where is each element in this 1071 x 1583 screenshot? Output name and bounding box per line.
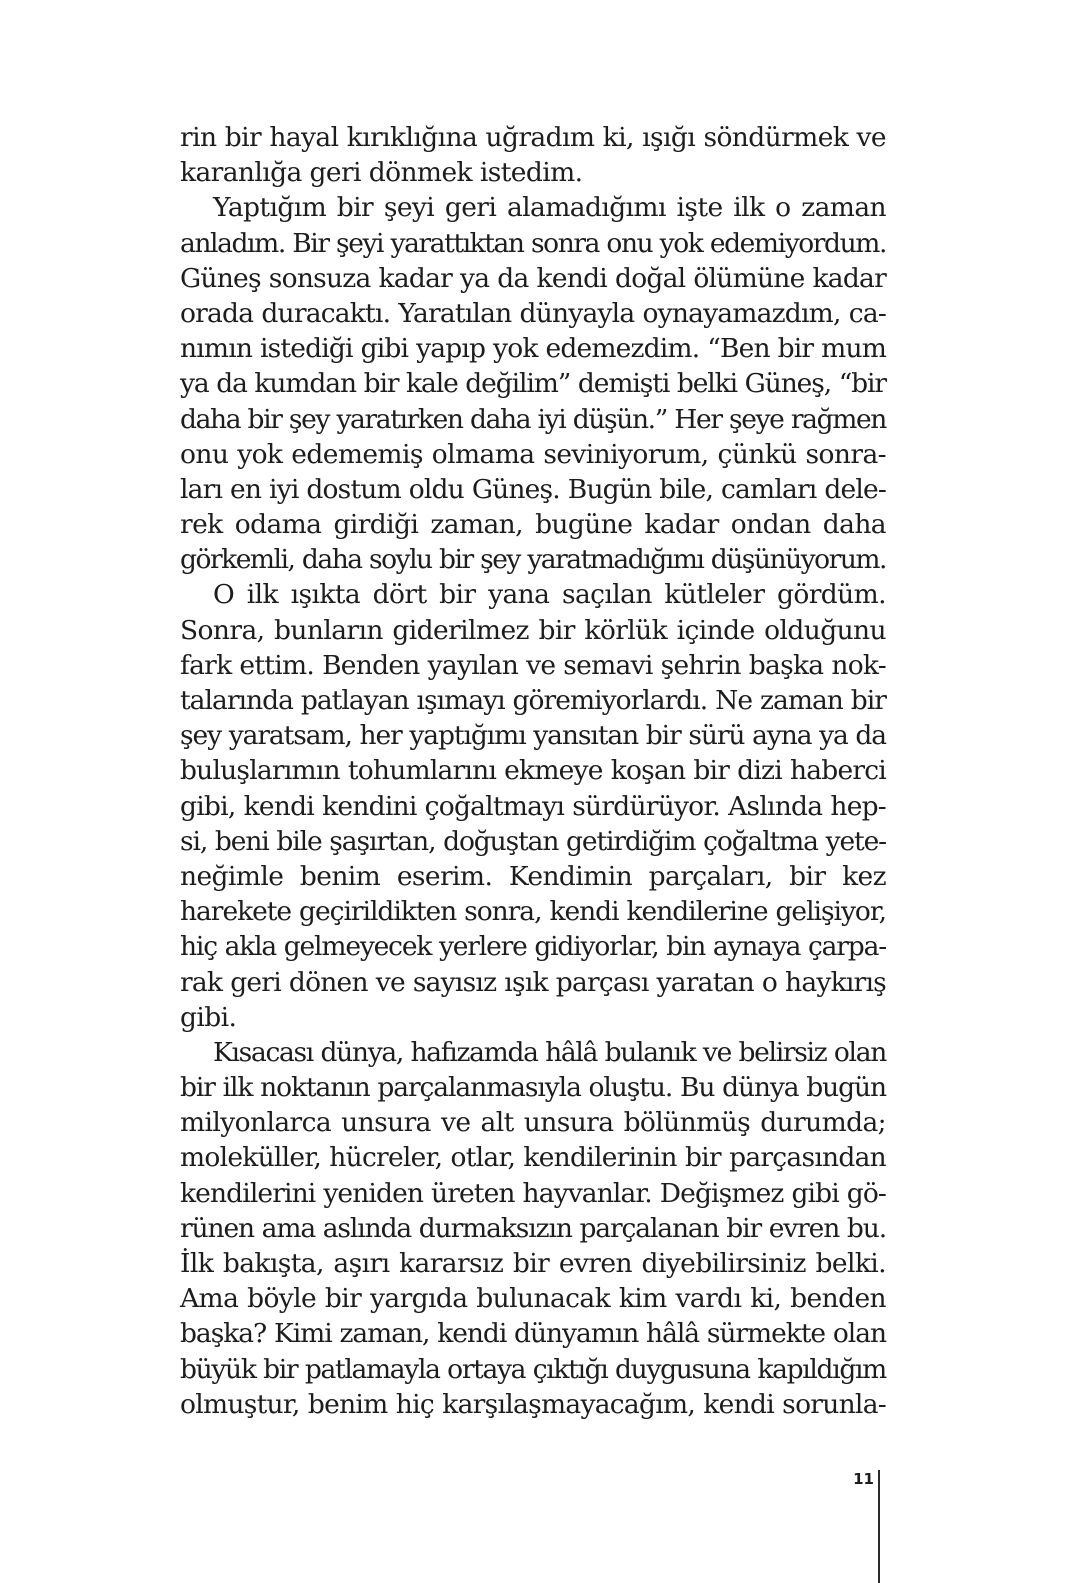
text-line: orada duracaktı. Yaratılan dünyayla oynayamazdım, ca-	[180, 297, 886, 329]
text-line: bir ilk noktanın parçalanmasıyla oluştu. Bu dünya bugün	[180, 1072, 886, 1104]
margin-rule	[878, 1470, 880, 1583]
text-line: nımın istediği gibi yapıp yok edemezdim. “Ben bir mum	[180, 333, 886, 365]
text-line: büyük bir patlamayla ortaya çıktığı duygusuna kapıldığım	[180, 1353, 886, 1385]
body-text	[180, 120, 886, 1422]
text-line: şey yaratsam, her yaptığımı yansıtan bir sürü ayna ya da	[180, 720, 886, 752]
text-line: karanlığa geri dönmek istedim.	[180, 157, 583, 189]
text-line: rak geri dönen ve sayısız ışık parçası yaratan o haykırış	[180, 966, 886, 998]
text-line: başka? Kimi zaman, kendi dünyamın hâlâ sürmekte olan	[180, 1318, 886, 1350]
text-line: milyonlarca unsura ve alt unsura bölünmüş durumda;	[180, 1107, 886, 1139]
text-line: Güneş sonsuza kadar ya da kendi doğal ölümüne kadar	[180, 262, 886, 294]
text-line: ları en iyi dostum oldu Güneş. Bugün bile, camları dele-	[180, 473, 886, 505]
text-line: ya da kumdan bir kale değilim” demişti belki Güneş, “bir	[180, 368, 886, 400]
text-line: gibi, kendi kendini çoğaltmayı sürdürüyor. Aslında hep-	[180, 790, 886, 822]
text-line: moleküller, hücreler, otlar, kendilerinin bir parçasından	[180, 1142, 886, 1174]
text-line: buluşlarımın tohumlarını ekmeye koşan bir dizi haberci	[180, 755, 886, 787]
text-line: hiç akla gelmeyecek yerlere gidiyorlar, bin aynaya çarpa-	[180, 931, 886, 963]
page-number: 11	[853, 1470, 874, 1488]
text-line: Ama böyle bir yargıda bulunacak kim vardı ki, benden	[180, 1283, 886, 1315]
text-line: fark ettim. Benden yayılan ve semavi şehrin başka nok-	[180, 649, 886, 681]
text-line: olmuştur, benim hiç karşılaşmayacağım, kendi sorunla-	[180, 1388, 886, 1420]
text-line: neğimle benim eserim. Kendimin parçaları, bir kez	[180, 860, 886, 892]
text-line: talarında patlayan ışımayı göremiyorlardı. Ne zaman bir	[180, 685, 886, 716]
text-line: harekete geçirildikten sonra, kendi kendilerine gelişiyor,	[180, 896, 886, 928]
text-line: Sonra, bunların giderilmez bir körlük içinde olduğunu	[180, 614, 886, 646]
text-line: O ilk ışıkta dört bir yana saçılan kütleler gördüm.	[213, 579, 886, 611]
text-line: daha bir şey yaratırken daha iyi düşün.” Her şeye rağmen	[180, 403, 886, 435]
text-line: si, beni bile şaşırtan, doğuştan getirdiğim çoğaltma yete-	[180, 825, 886, 857]
text-line: rin bir hayal kırıklığına uğradım ki, ışığı söndürmek ve	[180, 122, 886, 153]
text-line: gibi.	[180, 1001, 237, 1033]
text-line: kendilerini yeniden üreten hayvanlar. Değişmez gibi gö-	[180, 1177, 886, 1209]
text-line: onu yok edememiş olmama seviniyorum, çünkü sonra-	[180, 438, 886, 470]
text-line: görkemli, daha soylu bir şey yaratmadığımı düşünüyorum.	[180, 544, 886, 576]
text-line: anladım. Bir şeyi yarattıktan sonra onu yok edemiyordum.	[180, 227, 886, 259]
text-line: Yaptığım bir şeyi geri alamadığımı işte ilk o zaman	[213, 192, 886, 224]
text-line: Kısacası dünya, hafızamda hâlâ bulanık ve belirsiz olan	[213, 1036, 886, 1068]
text-line: rek odama girdiği zaman, bugüne kadar ondan daha	[180, 509, 886, 541]
text-line: rünen ama aslında durmaksızın parçalanan bir evren bu.	[180, 1212, 886, 1244]
text-line: İlk bakışta, aşırı kararsız bir evren diyebilirsiniz belki.	[180, 1248, 886, 1279]
